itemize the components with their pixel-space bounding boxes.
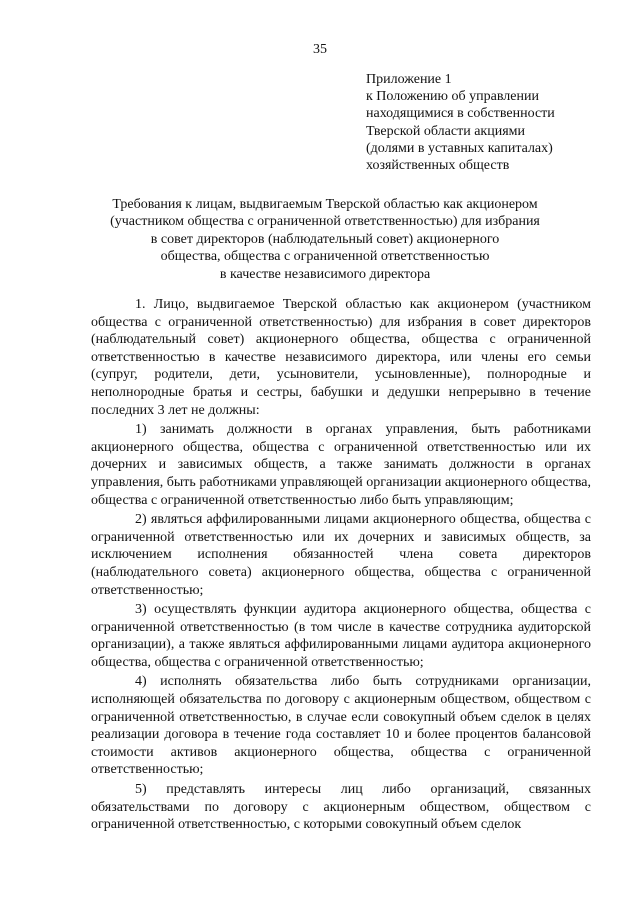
document-title <box>60 196 590 283</box>
list-item-3: 3) осуществлять функции аудитора акционерного общества, общества с ограниченной ответственностью (в том числе в качестве сотрудника аудиторской организации), а также являться аффилированными лицами аудитора акционерного общества, общества с ограниченной ответственностью; <box>91 602 591 670</box>
appendix-line: хозяйственных обществ <box>366 158 510 174</box>
title-line: общества, общества с ограниченной ответственностью <box>160 249 490 265</box>
page-number: 35 <box>313 42 327 57</box>
list-item-1: 1) занимать должности в органах управления, быть работниками акционерного общества, общества с ограниченной ответственностью или их дочерних и зависимых обществ, а также занимать должности в органах управления, быть работниками управляющей организации акционерного общества, общества с ограниченной ответственностью либо быть управляющим; <box>91 422 591 508</box>
appendix-line: Приложение 1 <box>366 72 452 87</box>
list-item-2: 2) являться аффилированными лицами акционерного общества, общества с ограниченной ответственностью или их дочерних и зависимых обществ, за исключением исполнения обязанностей члена совета директоров (наблюдательного совета) акционерного общества, общества с ограниченной ответственностью; <box>91 512 591 598</box>
appendix-line: находящимися в собственности <box>366 106 555 122</box>
list-item-5: 5) представлять интересы лиц либо организаций, связанных обязательствами по договору с акционерным обществом, обществом с ограниченной ответственностью, с которыми совокупный объем сделок <box>91 782 591 833</box>
appendix-line: (долями в уставных капиталах) <box>366 140 553 156</box>
appendix-line: Тверской области акциями <box>366 123 525 139</box>
list-item-4: 4) исполнять обязательства либо быть сотрудниками организации, исполняющей обязательства по договору с акционерным обществом, обществом с ограниченной ответственностью, в случае если совокупный объем сделок в целях реализации договора в течение года составляет 10 и более процентов балансовой стоимости активов акционерного общества, общества с ограниченной ответственностью; <box>91 674 591 778</box>
title-line: Требования к лицам, выдвигаемым Тверской областью как акционером <box>112 197 538 212</box>
title-line: в совет директоров (наблюдательный совет) акционерного <box>150 231 500 247</box>
paragraph-1: 1. Лицо, выдвигаемое Тверской областью как акционером (участником общества с ограниченной ответственностью) для избрания в совет директоров (наблюдательный совет) акционерного общества, общества с ограниченной ответственностью в качестве независимого директора, или члены его семьи (супруг, родители, дети, усыновители, усыновленные), полнородные и неполнородные братья и сестры, бабушки и дедушки непрерывно в течение последних 3 лет не должны: <box>91 297 591 418</box>
document-body <box>91 296 591 836</box>
appendix-header <box>366 71 616 174</box>
appendix-line: к Положению об управлении <box>366 89 539 105</box>
title-line: в качестве независимого директора <box>219 266 431 282</box>
title-line: (участником общества с ограниченной ответственностью) для избрания <box>110 214 540 230</box>
